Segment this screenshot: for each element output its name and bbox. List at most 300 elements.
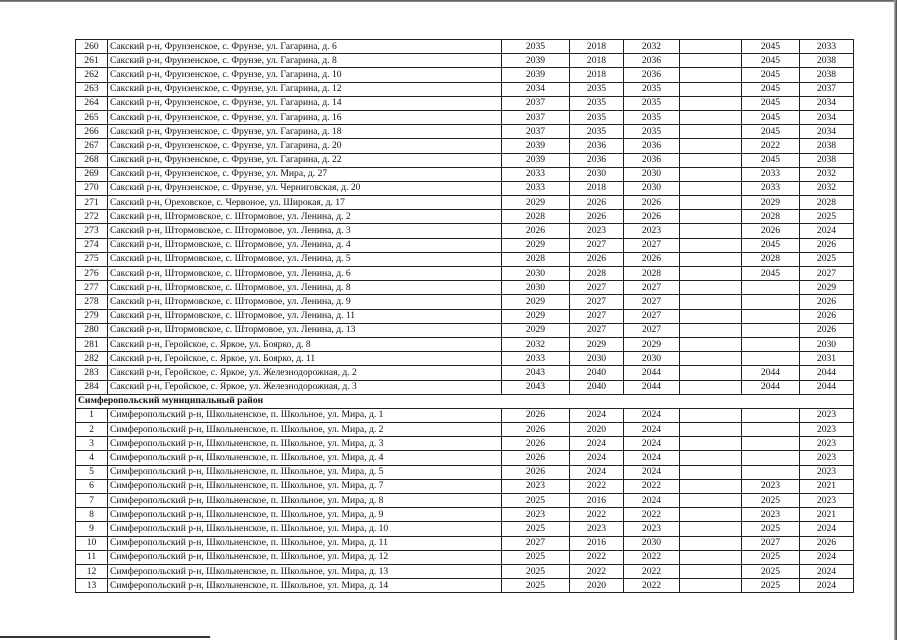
year-cell-1: 2039 <box>502 68 570 82</box>
address-cell: Симферопольский р-н, Школьненское, п. Школьное, ул. Мира, д. 8 <box>108 494 502 508</box>
year-cell-3: 2036 <box>624 153 680 167</box>
year-cell-3: 2030 <box>624 167 680 181</box>
year-cell-5 <box>742 281 800 295</box>
table-row <box>76 181 854 195</box>
table-row <box>76 267 854 281</box>
year-cell-3: 2035 <box>624 82 680 96</box>
row-number: 280 <box>76 323 108 337</box>
year-cell-4 <box>680 281 742 295</box>
year-cell-6: 2026 <box>800 323 854 337</box>
table-row <box>76 366 854 380</box>
year-cell-2: 2036 <box>570 153 624 167</box>
year-cell-3: 2022 <box>624 550 680 564</box>
year-cell-4 <box>680 366 742 380</box>
year-cell-5: 2029 <box>742 196 800 210</box>
year-cell-6: 2025 <box>800 210 854 224</box>
year-cell-2: 2022 <box>570 508 624 522</box>
table-row <box>76 139 854 153</box>
table-row <box>76 337 854 351</box>
year-cell-3: 2035 <box>624 125 680 139</box>
year-cell-4 <box>680 181 742 195</box>
row-number: 12 <box>76 564 108 578</box>
year-cell-6: 2044 <box>800 366 854 380</box>
year-cell-2: 2027 <box>570 323 624 337</box>
year-cell-2: 2016 <box>570 494 624 508</box>
year-cell-5: 2025 <box>742 564 800 578</box>
year-cell-2: 2022 <box>570 550 624 564</box>
year-cell-2: 2030 <box>570 167 624 181</box>
housing-repair-schedule-table <box>75 39 854 593</box>
year-cell-4 <box>680 110 742 124</box>
year-cell-6: 2034 <box>800 96 854 110</box>
row-number: 272 <box>76 210 108 224</box>
year-cell-4 <box>680 267 742 281</box>
year-cell-1: 2029 <box>502 196 570 210</box>
year-cell-3: 2032 <box>624 40 680 54</box>
year-cell-4 <box>680 82 742 96</box>
table-row <box>76 451 854 465</box>
address-cell: Симферопольский р-н, Школьненское, п. Школьное, ул. Мира, д. 1 <box>108 408 502 422</box>
year-cell-6: 2024 <box>800 522 854 536</box>
year-cell-3: 2022 <box>624 508 680 522</box>
address-cell: Симферопольский р-н, Школьненское, п. Школьное, ул. Мира, д. 14 <box>108 579 502 593</box>
row-number: 11 <box>76 550 108 564</box>
address-cell: Сакский р-н, Фрунзенское, с. Фрунзе, ул. Гагарина, д. 8 <box>108 54 502 68</box>
year-cell-1: 2025 <box>502 494 570 508</box>
year-cell-5: 2025 <box>742 579 800 593</box>
year-cell-3: 2036 <box>624 139 680 153</box>
year-cell-1: 2037 <box>502 110 570 124</box>
row-number: 262 <box>76 68 108 82</box>
year-cell-5: 2045 <box>742 110 800 124</box>
table-row <box>76 564 854 578</box>
year-cell-4 <box>680 139 742 153</box>
row-number: 266 <box>76 125 108 139</box>
table-row <box>76 238 854 252</box>
year-cell-6: 2026 <box>800 295 854 309</box>
table-row <box>76 40 854 54</box>
year-cell-4 <box>680 380 742 394</box>
year-cell-3: 2027 <box>624 295 680 309</box>
year-cell-5: 2022 <box>742 139 800 153</box>
year-cell-6: 2037 <box>800 82 854 96</box>
table-row <box>76 323 854 337</box>
year-cell-2: 2026 <box>570 196 624 210</box>
year-cell-3: 2030 <box>624 536 680 550</box>
year-cell-2: 2027 <box>570 309 624 323</box>
year-cell-3: 2044 <box>624 366 680 380</box>
year-cell-1: 2025 <box>502 522 570 536</box>
address-cell: Симферопольский р-н, Школьненское, п. Школьное, ул. Мира, д. 4 <box>108 451 502 465</box>
year-cell-1: 2033 <box>502 167 570 181</box>
year-cell-6: 2023 <box>800 423 854 437</box>
year-cell-3: 2023 <box>624 522 680 536</box>
address-cell: Сакский р-н, Фрунзенское, с. Фрунзе, ул. Гагарина, д. 18 <box>108 125 502 139</box>
address-cell: Сакский р-н, Фрунзенское, с. Фрунзе, ул. Гагарина, д. 12 <box>108 82 502 96</box>
year-cell-3: 2027 <box>624 281 680 295</box>
year-cell-6: 2024 <box>800 550 854 564</box>
table-row <box>76 153 854 167</box>
year-cell-4 <box>680 96 742 110</box>
year-cell-4 <box>680 579 742 593</box>
address-cell: Симферопольский р-н, Школьненское, п. Школьное, ул. Мира, д. 5 <box>108 465 502 479</box>
year-cell-6: 2033 <box>800 40 854 54</box>
year-cell-4 <box>680 224 742 238</box>
year-cell-4 <box>680 508 742 522</box>
row-number: 4 <box>76 451 108 465</box>
year-cell-5 <box>742 323 800 337</box>
year-cell-6: 2034 <box>800 110 854 124</box>
year-cell-2: 2035 <box>570 125 624 139</box>
year-cell-3: 2035 <box>624 110 680 124</box>
row-number: 282 <box>76 352 108 366</box>
table-row <box>76 295 854 309</box>
row-number: 3 <box>76 437 108 451</box>
year-cell-1: 2025 <box>502 550 570 564</box>
year-cell-2: 2035 <box>570 96 624 110</box>
year-cell-3: 2024 <box>624 423 680 437</box>
address-cell: Сакский р-н, Геройское, с. Яркое, ул. Боярко, д. 8 <box>108 337 502 351</box>
year-cell-5: 2023 <box>742 508 800 522</box>
table-body <box>76 40 854 593</box>
year-cell-4 <box>680 465 742 479</box>
address-cell: Симферопольский р-н, Школьненское, п. Школьное, ул. Мира, д. 3 <box>108 437 502 451</box>
address-cell: Симферопольский р-н, Школьненское, п. Школьное, ул. Мира, д. 2 <box>108 423 502 437</box>
year-cell-3: 2026 <box>624 196 680 210</box>
year-cell-1: 2033 <box>502 181 570 195</box>
year-cell-6: 2021 <box>800 479 854 493</box>
year-cell-3: 2044 <box>624 380 680 394</box>
year-cell-2: 2020 <box>570 579 624 593</box>
year-cell-6: 2030 <box>800 337 854 351</box>
year-cell-1: 2029 <box>502 309 570 323</box>
year-cell-1: 2029 <box>502 323 570 337</box>
year-cell-5: 2045 <box>742 40 800 54</box>
table-row <box>76 508 854 522</box>
address-cell: Сакский р-н, Фрунзенское, с. Фрунзе, ул. Гагарина, д. 20 <box>108 139 502 153</box>
year-cell-6: 2038 <box>800 68 854 82</box>
year-cell-6: 2034 <box>800 125 854 139</box>
year-cell-5: 2025 <box>742 522 800 536</box>
row-number: 264 <box>76 96 108 110</box>
year-cell-2: 2026 <box>570 252 624 266</box>
year-cell-2: 2018 <box>570 181 624 195</box>
row-number: 261 <box>76 54 108 68</box>
address-cell: Сакский р-н, Фрунзенское, с. Фрунзе, ул. Мира, д. 27 <box>108 167 502 181</box>
year-cell-5 <box>742 465 800 479</box>
row-number: 260 <box>76 40 108 54</box>
year-cell-4 <box>680 68 742 82</box>
year-cell-3: 2022 <box>624 564 680 578</box>
year-cell-4 <box>680 352 742 366</box>
year-cell-6: 2025 <box>800 252 854 266</box>
address-cell: Сакский р-н, Штормовское, с. Штормовое, ул. Ленина, д. 3 <box>108 224 502 238</box>
year-cell-3: 2022 <box>624 579 680 593</box>
year-cell-1: 2028 <box>502 210 570 224</box>
year-cell-1: 2026 <box>502 224 570 238</box>
year-cell-4 <box>680 408 742 422</box>
address-cell: Сакский р-н, Геройское, с. Яркое, ул. Железнодорожная, д. 3 <box>108 380 502 394</box>
row-number: 279 <box>76 309 108 323</box>
year-cell-2: 2026 <box>570 210 624 224</box>
year-cell-4 <box>680 423 742 437</box>
year-cell-1: 2027 <box>502 536 570 550</box>
year-cell-1: 2043 <box>502 366 570 380</box>
address-cell: Сакский р-н, Ореховское, с. Червоное, ул. Широкая, д. 17 <box>108 196 502 210</box>
row-number: 284 <box>76 380 108 394</box>
table-row <box>76 68 854 82</box>
year-cell-4 <box>680 40 742 54</box>
row-number: 265 <box>76 110 108 124</box>
year-cell-5: 2045 <box>742 68 800 82</box>
address-cell: Симферопольский р-н, Школьненское, п. Школьное, ул. Мира, д. 12 <box>108 550 502 564</box>
year-cell-1: 2037 <box>502 125 570 139</box>
address-cell: Симферопольский р-н, Школьненское, п. Школьное, ул. Мира, д. 11 <box>108 536 502 550</box>
address-cell: Сакский р-н, Штормовское, с. Штормовое, ул. Ленина, д. 9 <box>108 295 502 309</box>
year-cell-5: 2045 <box>742 125 800 139</box>
year-cell-5: 2045 <box>742 153 800 167</box>
year-cell-1: 2026 <box>502 423 570 437</box>
table-row <box>76 408 854 422</box>
year-cell-3: 2028 <box>624 267 680 281</box>
year-cell-5: 2033 <box>742 181 800 195</box>
year-cell-6: 2032 <box>800 167 854 181</box>
year-cell-6: 2024 <box>800 579 854 593</box>
year-cell-3: 2036 <box>624 68 680 82</box>
table-row <box>76 125 854 139</box>
address-cell: Симферопольский р-н, Школьненское, п. Школьное, ул. Мира, д. 7 <box>108 479 502 493</box>
year-cell-6: 2029 <box>800 281 854 295</box>
year-cell-6: 2028 <box>800 196 854 210</box>
year-cell-4 <box>680 295 742 309</box>
year-cell-1: 2033 <box>502 352 570 366</box>
year-cell-2: 2018 <box>570 54 624 68</box>
address-cell: Сакский р-н, Штормовское, с. Штормовое, ул. Ленина, д. 13 <box>108 323 502 337</box>
address-cell: Симферопольский р-н, Школьненское, п. Школьное, ул. Мира, д. 10 <box>108 522 502 536</box>
row-number: 275 <box>76 252 108 266</box>
row-number: 267 <box>76 139 108 153</box>
year-cell-2: 2040 <box>570 366 624 380</box>
address-cell: Сакский р-н, Штормовское, с. Штормовое, ул. Ленина, д. 5 <box>108 252 502 266</box>
row-number: 8 <box>76 508 108 522</box>
year-cell-2: 2024 <box>570 437 624 451</box>
address-cell: Сакский р-н, Штормовское, с. Штормовое, ул. Ленина, д. 2 <box>108 210 502 224</box>
table-row <box>76 579 854 593</box>
address-cell: Симферопольский р-н, Школьненское, п. Школьное, ул. Мира, д. 9 <box>108 508 502 522</box>
year-cell-1: 2026 <box>502 408 570 422</box>
year-cell-6: 2032 <box>800 181 854 195</box>
address-cell: Сакский р-н, Штормовское, с. Штормовое, ул. Ленина, д. 6 <box>108 267 502 281</box>
row-number: 268 <box>76 153 108 167</box>
address-cell: Сакский р-н, Фрунзенское, с. Фрунзе, ул. Гагарина, д. 22 <box>108 153 502 167</box>
year-cell-2: 2029 <box>570 337 624 351</box>
year-cell-4 <box>680 451 742 465</box>
year-cell-1: 2029 <box>502 238 570 252</box>
year-cell-3: 2030 <box>624 181 680 195</box>
year-cell-1: 2030 <box>502 267 570 281</box>
year-cell-4 <box>680 550 742 564</box>
year-cell-2: 2030 <box>570 352 624 366</box>
year-cell-2: 2035 <box>570 110 624 124</box>
year-cell-2: 2018 <box>570 40 624 54</box>
year-cell-6: 2031 <box>800 352 854 366</box>
year-cell-3: 2024 <box>624 437 680 451</box>
year-cell-6: 2024 <box>800 564 854 578</box>
year-cell-2: 2040 <box>570 380 624 394</box>
year-cell-6: 2026 <box>800 238 854 252</box>
year-cell-4 <box>680 210 742 224</box>
year-cell-3: 2027 <box>624 309 680 323</box>
year-cell-4 <box>680 238 742 252</box>
year-cell-1: 2043 <box>502 380 570 394</box>
table-row <box>76 380 854 394</box>
year-cell-2: 2020 <box>570 423 624 437</box>
table-row <box>76 281 854 295</box>
year-cell-5: 2028 <box>742 252 800 266</box>
year-cell-3: 2036 <box>624 54 680 68</box>
address-cell: Сакский р-н, Фрунзенское, с. Фрунзе, ул. Гагарина, д. 14 <box>108 96 502 110</box>
year-cell-5 <box>742 337 800 351</box>
row-number: 278 <box>76 295 108 309</box>
year-cell-5: 2045 <box>742 238 800 252</box>
year-cell-5 <box>742 352 800 366</box>
year-cell-6: 2021 <box>800 508 854 522</box>
year-cell-3: 2022 <box>624 479 680 493</box>
year-cell-6: 2044 <box>800 380 854 394</box>
address-cell: Сакский р-н, Штормовское, с. Штормовое, ул. Ленина, д. 11 <box>108 309 502 323</box>
row-number: 273 <box>76 224 108 238</box>
year-cell-5: 2033 <box>742 167 800 181</box>
row-number: 9 <box>76 522 108 536</box>
row-number: 10 <box>76 536 108 550</box>
year-cell-4 <box>680 564 742 578</box>
year-cell-4 <box>680 167 742 181</box>
year-cell-5 <box>742 295 800 309</box>
year-cell-5: 2044 <box>742 380 800 394</box>
year-cell-3: 2027 <box>624 238 680 252</box>
year-cell-4 <box>680 437 742 451</box>
year-cell-3: 2026 <box>624 210 680 224</box>
year-cell-1: 2026 <box>502 437 570 451</box>
table-row <box>76 196 854 210</box>
address-cell: Сакский р-н, Фрунзенское, с. Фрунзе, ул. Черниговская, д. 20 <box>108 181 502 195</box>
year-cell-5 <box>742 423 800 437</box>
year-cell-5: 2025 <box>742 550 800 564</box>
scan-edge-top <box>0 0 897 2</box>
year-cell-3: 2027 <box>624 323 680 337</box>
row-number: 271 <box>76 196 108 210</box>
section-header-row <box>76 394 854 408</box>
year-cell-1: 2030 <box>502 281 570 295</box>
scan-edge-bottom <box>0 636 210 638</box>
year-cell-4 <box>680 337 742 351</box>
year-cell-4 <box>680 54 742 68</box>
year-cell-6: 2026 <box>800 309 854 323</box>
table-row <box>76 550 854 564</box>
year-cell-6: 2038 <box>800 153 854 167</box>
year-cell-5 <box>742 408 800 422</box>
year-cell-1: 2029 <box>502 295 570 309</box>
year-cell-4 <box>680 153 742 167</box>
table-row <box>76 210 854 224</box>
year-cell-5: 2026 <box>742 224 800 238</box>
table-row <box>76 82 854 96</box>
year-cell-2: 2023 <box>570 522 624 536</box>
table-row <box>76 54 854 68</box>
year-cell-6: 2026 <box>800 536 854 550</box>
year-cell-2: 2027 <box>570 295 624 309</box>
year-cell-3: 2023 <box>624 224 680 238</box>
year-cell-3: 2024 <box>624 408 680 422</box>
year-cell-1: 2037 <box>502 96 570 110</box>
year-cell-3: 2024 <box>624 451 680 465</box>
row-number: 5 <box>76 465 108 479</box>
year-cell-1: 2034 <box>502 82 570 96</box>
row-number: 7 <box>76 494 108 508</box>
year-cell-2: 2035 <box>570 82 624 96</box>
year-cell-3: 2030 <box>624 352 680 366</box>
year-cell-6: 2023 <box>800 408 854 422</box>
table-row <box>76 96 854 110</box>
year-cell-1: 2026 <box>502 465 570 479</box>
table-row <box>76 309 854 323</box>
row-number: 283 <box>76 366 108 380</box>
year-cell-5: 2027 <box>742 536 800 550</box>
year-cell-4 <box>680 494 742 508</box>
year-cell-6: 2023 <box>800 465 854 479</box>
row-number: 274 <box>76 238 108 252</box>
year-cell-1: 2023 <box>502 508 570 522</box>
year-cell-1: 2023 <box>502 479 570 493</box>
year-cell-2: 2027 <box>570 281 624 295</box>
table-row <box>76 437 854 451</box>
year-cell-2: 2028 <box>570 267 624 281</box>
year-cell-2: 2027 <box>570 238 624 252</box>
table-row <box>76 522 854 536</box>
year-cell-5: 2045 <box>742 82 800 96</box>
year-cell-6: 2027 <box>800 267 854 281</box>
year-cell-6: 2023 <box>800 494 854 508</box>
year-cell-1: 2032 <box>502 337 570 351</box>
table-row <box>76 110 854 124</box>
year-cell-6: 2024 <box>800 224 854 238</box>
year-cell-4 <box>680 125 742 139</box>
address-cell: Сакский р-н, Фрунзенское, с. Фрунзе, ул. Гагарина, д. 6 <box>108 40 502 54</box>
year-cell-4 <box>680 309 742 323</box>
table-row <box>76 224 854 238</box>
row-number: 281 <box>76 337 108 351</box>
year-cell-1: 2039 <box>502 139 570 153</box>
table-row <box>76 479 854 493</box>
year-cell-1: 2026 <box>502 451 570 465</box>
year-cell-5: 2025 <box>742 494 800 508</box>
year-cell-2: 2022 <box>570 479 624 493</box>
year-cell-3: 2026 <box>624 252 680 266</box>
year-cell-2: 2018 <box>570 68 624 82</box>
year-cell-4 <box>680 479 742 493</box>
address-cell: Симферопольский р-н, Школьненское, п. Школьное, ул. Мира, д. 13 <box>108 564 502 578</box>
year-cell-3: 2029 <box>624 337 680 351</box>
year-cell-2: 2023 <box>570 224 624 238</box>
address-cell: Сакский р-н, Геройское, с. Яркое, ул. Железнодорожная, д. 2 <box>108 366 502 380</box>
address-cell: Сакский р-н, Фрунзенское, с. Фрунзе, ул. Гагарина, д. 10 <box>108 68 502 82</box>
row-number: 2 <box>76 423 108 437</box>
year-cell-4 <box>680 536 742 550</box>
row-number: 13 <box>76 579 108 593</box>
year-cell-3: 2035 <box>624 96 680 110</box>
table-row <box>76 252 854 266</box>
table-row <box>76 465 854 479</box>
